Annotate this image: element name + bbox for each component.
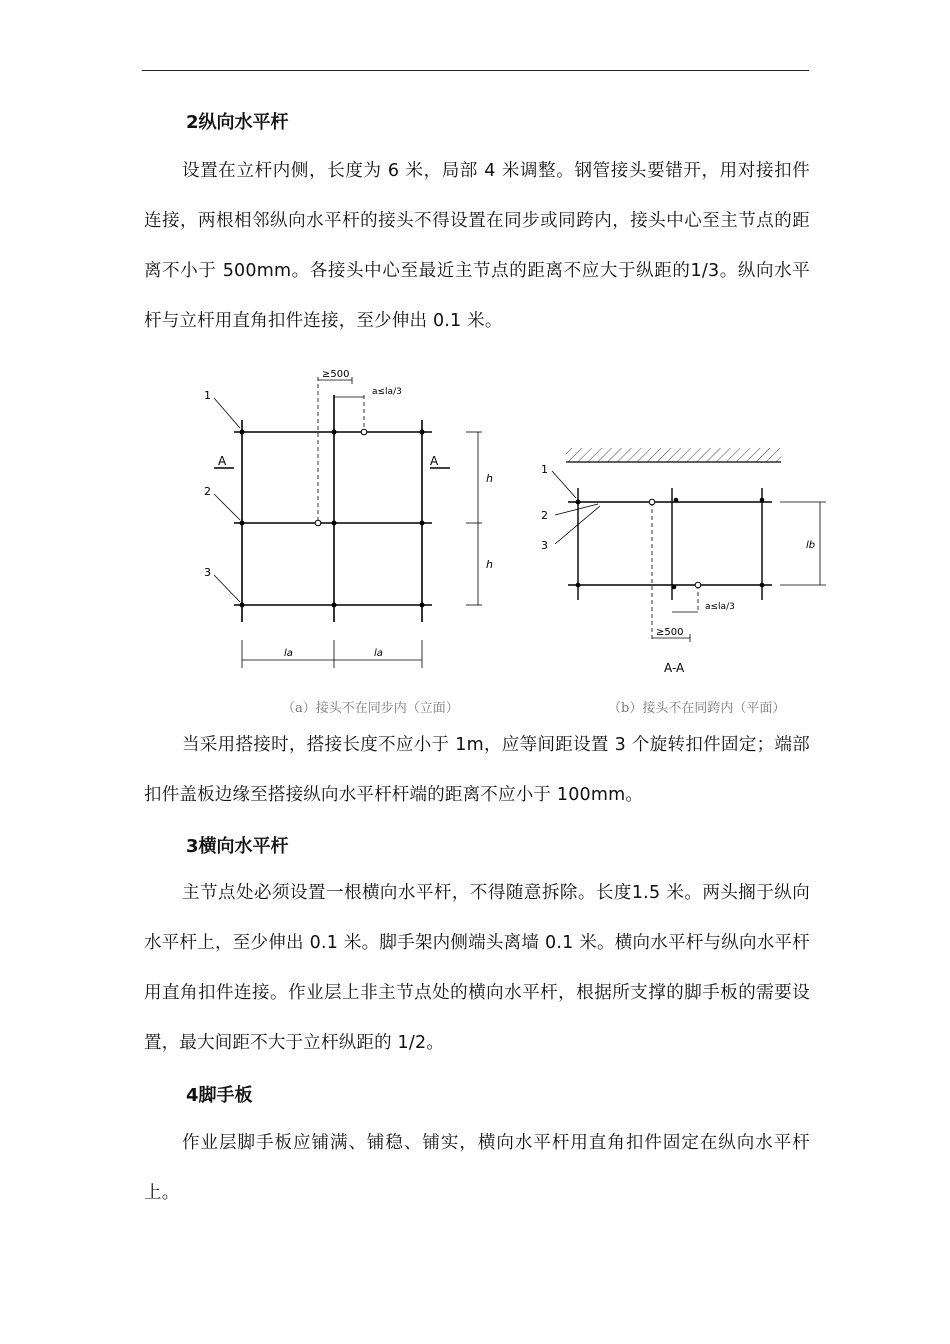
section-4-heading: 4脚手板 [186, 1085, 253, 1106]
section-4-paragraph: 作业层脚手板应铺满、铺稳、铺实，横向水平杆用直角扣件固定在纵向水平杆上。 [144, 1133, 810, 1203]
h-label-upper: h [486, 472, 493, 485]
dim-500-label-left: ≥500 [322, 369, 350, 380]
section-2-heading: 2纵向水平杆 [186, 112, 289, 133]
elevation-diagram [214, 377, 482, 668]
section-2-paragraph-2: 当采用搭接时，搭接长度不应小于 1m，应等间距设置 3 个旋转扣件固定；端部扣件盖板边缘至搭接纵向水平杆杆端的距离不应小于 100mm。 [144, 735, 810, 805]
dim-500-label-right: ≥500 [656, 627, 684, 638]
section-3-paragraph: 主节点处必须设置一根横向水平杆，不得随意拆除。长度1.5 米。两头搁于纵向水平杆上，至少伸出 0.1 米。脚手架内侧端头离墙 0.1 米。横向水平杆与纵向水平杆用直角扣件连接。作业层上非主节点处的横向水平杆，根据所支撑的脚手板的需要设置，最大间距不大于立杆纵距的 1/2。 [144, 883, 810, 1053]
section-title-aa: A-A [664, 661, 685, 675]
section-mark-a-left: A [218, 454, 227, 468]
figure-caption-b: （b）接头不在同跨内（平面） [608, 701, 786, 716]
callout-3-right: 3 [541, 539, 548, 552]
h-label-lower: h [486, 558, 493, 571]
la-label-1: la [284, 648, 293, 659]
callout-1-left: 1 [204, 389, 211, 402]
section-mark-a-right: A [430, 454, 439, 468]
callout-2-right: 2 [541, 509, 548, 522]
plan-diagram [552, 448, 826, 642]
section-3-heading: 3横向水平杆 [186, 836, 289, 857]
la-label-2: la [374, 648, 383, 659]
callout-2-left: 2 [204, 485, 211, 498]
dim-a-label-left: a≤la/3 [372, 387, 402, 397]
dim-a-label-right: a≤la/3 [705, 602, 735, 612]
callout-1-right: 1 [541, 463, 548, 476]
figure-caption-a: （a）接头不在同步内（立面） [282, 701, 459, 716]
callout-3-left: 3 [204, 566, 211, 579]
lb-label: lb [806, 540, 816, 551]
section-2-paragraph-1: 设置在立杆内侧，长度为 6 米，局部 4 米调整。钢管接头要错开，用对接扣件连接，两根相邻纵向水平杆的接头不得设置在同步或同跨内，接头中心至主节点的距离不小于 500mm。各接头中心至最近主节点的距离不应大于纵距的1/3。纵向水平杆与立杆用直角扣件连接，至少伸出 0.1 米。 [144, 161, 810, 331]
